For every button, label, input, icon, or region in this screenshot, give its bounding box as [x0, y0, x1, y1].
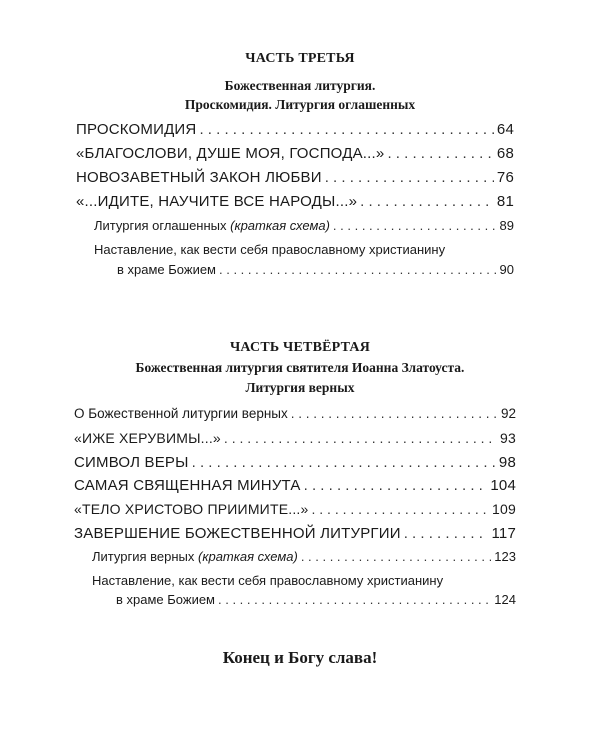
leader-dots [301, 549, 491, 564]
part4-subtitle-line1: Божественная литургия святителя Иоанна Златоуста. [135, 360, 465, 375]
toc-entry-label: в храме Божием [117, 262, 216, 277]
toc-entry-page: 90 [499, 262, 514, 277]
toc-entry-line1: Наставление, как вести себя православному христианину [92, 573, 444, 588]
toc-entry-page: 92 [500, 406, 516, 421]
leader-dots [404, 525, 489, 542]
toc-entry-page: 98 [498, 454, 516, 471]
toc-entry-note: (краткая схема) [198, 549, 298, 564]
toc-entry-label: О Божественной литургии верных [74, 406, 288, 421]
toc-entry-label: «ТЕЛО ХРИСТОВО ПРИИМИТЕ...» [74, 501, 309, 517]
part3-title: ЧАСТЬ ТРЕТЬЯ [245, 51, 355, 66]
toc-entry-label: СИМВОЛ ВЕРЫ [74, 454, 189, 471]
toc-entry[interactable] [92, 549, 516, 564]
part3-subtitle-line2: Проскомидия. Литургия оглашенных [184, 97, 416, 112]
part4-title: ЧАСТЬ ЧЕТВЁРТАЯ [229, 340, 371, 355]
toc-entry[interactable] [74, 525, 516, 542]
toc-entry-label: «...ИДИТЕ, НАУЧИТЕ ВСЕ НАРОДЫ...» [76, 193, 358, 210]
toc-entry-page: 109 [492, 501, 516, 517]
toc-entry-page: 93 [500, 430, 516, 446]
toc-entry[interactable] [74, 501, 516, 517]
leader-dots [360, 193, 494, 210]
toc-entry-page: 81 [496, 193, 514, 210]
toc-entry-line1: Наставление, как вести себя православному христианину [94, 242, 446, 257]
toc-entry[interactable] [74, 406, 516, 421]
leader-dots [218, 592, 491, 607]
toc-entry[interactable] [74, 477, 516, 494]
closing-line: Конец и Богу слава! [222, 648, 378, 667]
toc-entry[interactable] [116, 592, 516, 607]
toc-entry[interactable] [76, 193, 514, 210]
toc-entry[interactable] [76, 169, 514, 186]
toc-entry-label: Литургия верных (краткая схема) [92, 549, 298, 564]
toc-entry-label: САМАЯ СВЯЩЕННАЯ МИНУТА [74, 477, 301, 494]
toc-entry-page: 124 [494, 592, 516, 607]
leader-dots [312, 501, 490, 517]
toc-entry-label: в храме Божием [116, 592, 215, 607]
toc-entry-page: 104 [490, 477, 516, 494]
toc-entry-page: 89 [499, 218, 514, 233]
toc-entry[interactable] [117, 262, 514, 277]
leader-dots [199, 121, 493, 138]
toc-entry-page: 117 [491, 525, 516, 542]
leader-dots [192, 454, 496, 471]
toc-entry-label: Литургия оглашенных (краткая схема) [94, 218, 330, 233]
leader-dots [325, 169, 494, 186]
leader-dots [304, 477, 488, 494]
toc-entry-page: 64 [496, 121, 514, 138]
leader-dots [224, 430, 497, 446]
leader-dots [333, 218, 497, 233]
toc-entry[interactable] [74, 454, 516, 471]
leader-dots [219, 262, 497, 277]
toc-entry-label: ПРОСКОМИДИЯ [76, 121, 197, 138]
toc-entry[interactable] [74, 430, 516, 446]
toc-entry-label: НОВОЗАВЕТНЫЙ ЗАКОН ЛЮБВИ [76, 169, 322, 186]
toc-entry-label: «БЛАГОСЛОВИ, ДУШЕ МОЯ, ГОСПОДА...» [76, 145, 385, 162]
toc-entry[interactable] [76, 145, 514, 162]
toc-entry-page: 76 [496, 169, 514, 186]
part4-subtitle-line2: Литургия верных [245, 380, 355, 395]
toc-entry-page: 123 [494, 549, 516, 564]
toc-entry-label: ЗАВЕРШЕНИЕ БОЖЕСТВЕННОЙ ЛИТУРГИИ [74, 525, 401, 542]
toc-entry[interactable] [94, 218, 514, 233]
leader-dots [291, 406, 498, 421]
toc-entry[interactable] [76, 121, 514, 138]
part3-subtitle-line1: Божественная литургия. [224, 78, 376, 93]
toc-entry-note: (краткая схема) [230, 218, 330, 233]
leader-dots [387, 145, 493, 162]
toc-entry-label: «ИЖЕ ХЕРУВИМЫ...» [74, 430, 221, 446]
toc-entry-page: 68 [496, 145, 514, 162]
